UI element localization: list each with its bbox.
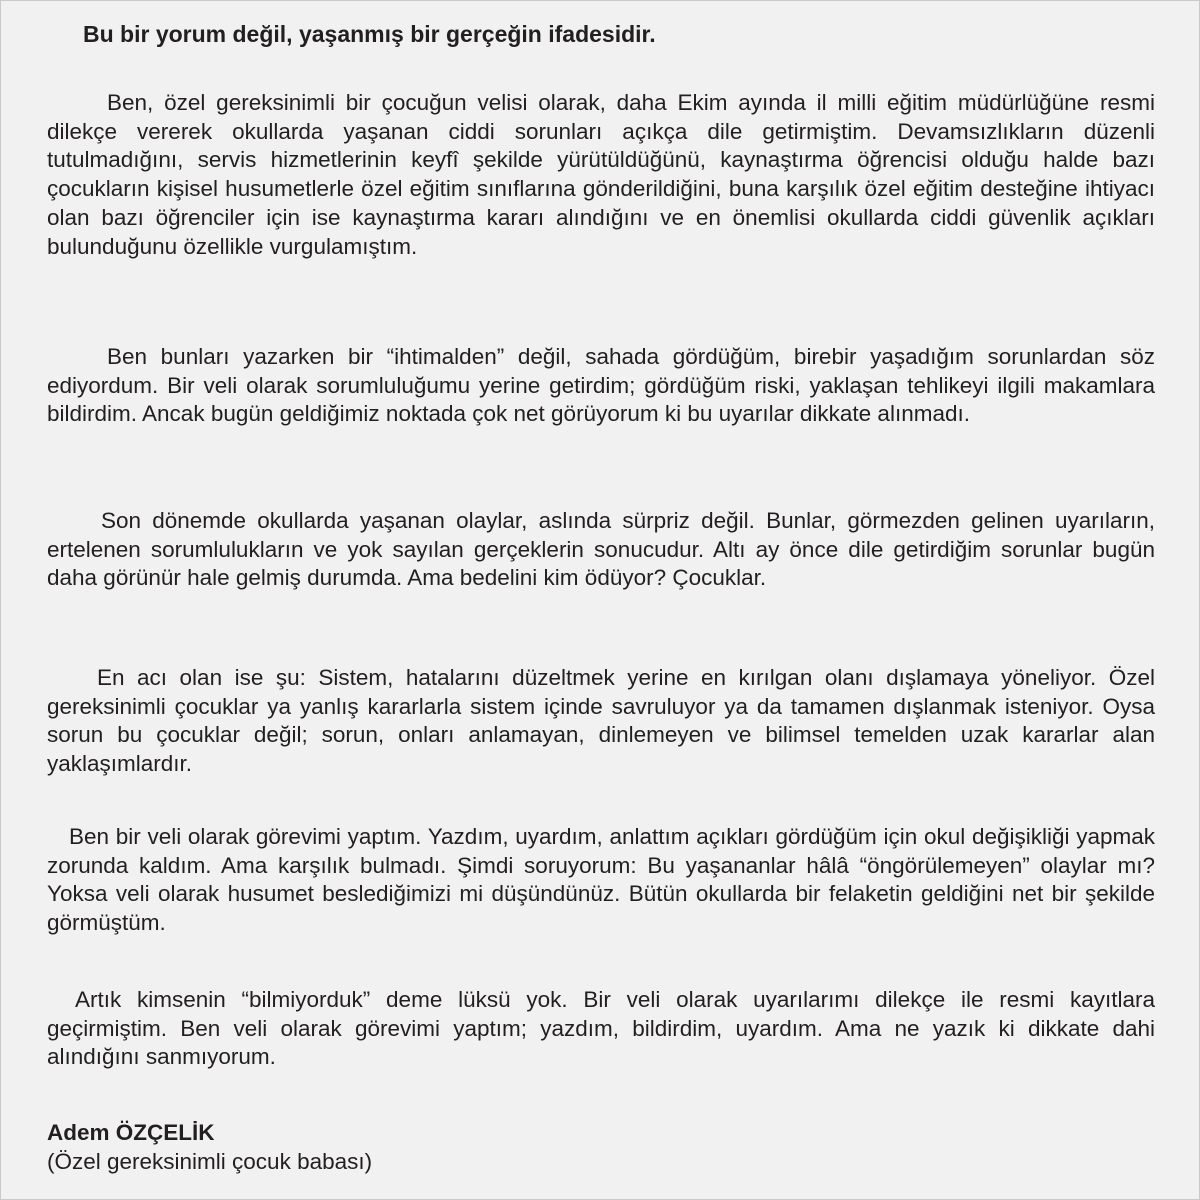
paragraph-system-exclusion: En acı olan ise şu: Sistem, hatalarını düzeltmek yerine en kırılgan olanı dışlamaya yöneliyor. Özel gereksinimli çocuklar ya yanlış kararlarla sistem içinde savruluyor ya da tamamen dışlanmak isteniyor. Oysa sorun bu çocuklar değil; sorun, onları anlamayan, dinlemeyen ve bilimsel temelden uzak kararlar alan yaklaşımlardır. xyxy=(47,665,1155,777)
signature-block xyxy=(47,1119,372,1176)
paragraph-warnings-ignored: Ben bunları yazarken bir “ihtimalden” değil, sahada gördüğüm, birebir yaşadığım sorunlardan söz ediyordum. Bir veli olarak sorumluluğumu yerine getirdim; gördüğüm riski, yaklaşan tehlikeyi ilgili makamlara bildirdim. Ancak bugün geldiğimiz noktada çok net görüyorum ki bu uyarılar dikkate alınmadı. xyxy=(47,344,1155,427)
paragraph-petition: Ben, özel gereksinimli bir çocuğun velisi olarak, daha Ekim ayında il milli eğitim müdürlüğüne resmi dilekçe vererek okullarda yaşanan ciddi sorunları açıkça dile getirmiştim. Devamsızlıkların düzenli tutulmadığını, servis hizmetlerinin keyfî şekilde yürütüldüğünü, kaynaştırma öğrencisi olduğu halde bazı çocukların kişisel husumetlerle özel eğitim sınıflarına gönderildiğini, buna karşılık özel eğitim desteğine ihtiyacı olan bazı öğrenciler için ise kaynaştırma kararı alındığını ve en önemlisi okullarda ciddi güvenlik açıkları bulunduğunu özellikle vurgulamıştım. xyxy=(47,90,1155,259)
paragraph-recent-events: Son dönemde okullarda yaşanan olaylar, aslında sürpriz değil. Bunlar, görmezden gelinen uyarıların, ertelenen sorumlulukların ve yok sayılan gerçeklerin sonucudur. Altı ay önce dile getirdiğim sorunlar bugün daha görünür hale gelmiş durumda. Ama bedelini kim ödüyor? Çocuklar. xyxy=(47,508,1155,591)
headline: Bu bir yorum değil, yaşanmış bir gerçeğin ifadesidir. xyxy=(83,21,656,47)
signature-role: (Özel gereksinimli çocuk babası) xyxy=(47,1148,373,1174)
paragraph-duty-done: Ben bir veli olarak görevimi yaptım. Yazdım, uyardım, anlattım açıkları gördüğüm için okul değişikliği yapmak zorunda kaldım. Ama karşılık bulmadı. Şimdi soruyorum: Bu yaşananlar hâlâ “öngörülemeyen” olaylar mı? Yoksa veli olarak husumet beslediğimizi mi düşündünüz. Bütün okullarda bir felaketin geldiğini net bir şekilde görmüştüm. xyxy=(47,824,1155,936)
signature-name: Adem ÖZÇELİK xyxy=(47,1120,215,1145)
paragraph-no-excuse: Artık kimsenin “bilmiyorduk” deme lüksü yok. Bir veli olarak uyarılarımı dilekçe ile resmi kayıtlara geçirmiştim. Ben veli olarak görevimi yaptım; yazdım, bildirdim, uyardım. Ama ne yazık ki dikkate dahi alındığını sanmıyorum. xyxy=(47,987,1155,1070)
